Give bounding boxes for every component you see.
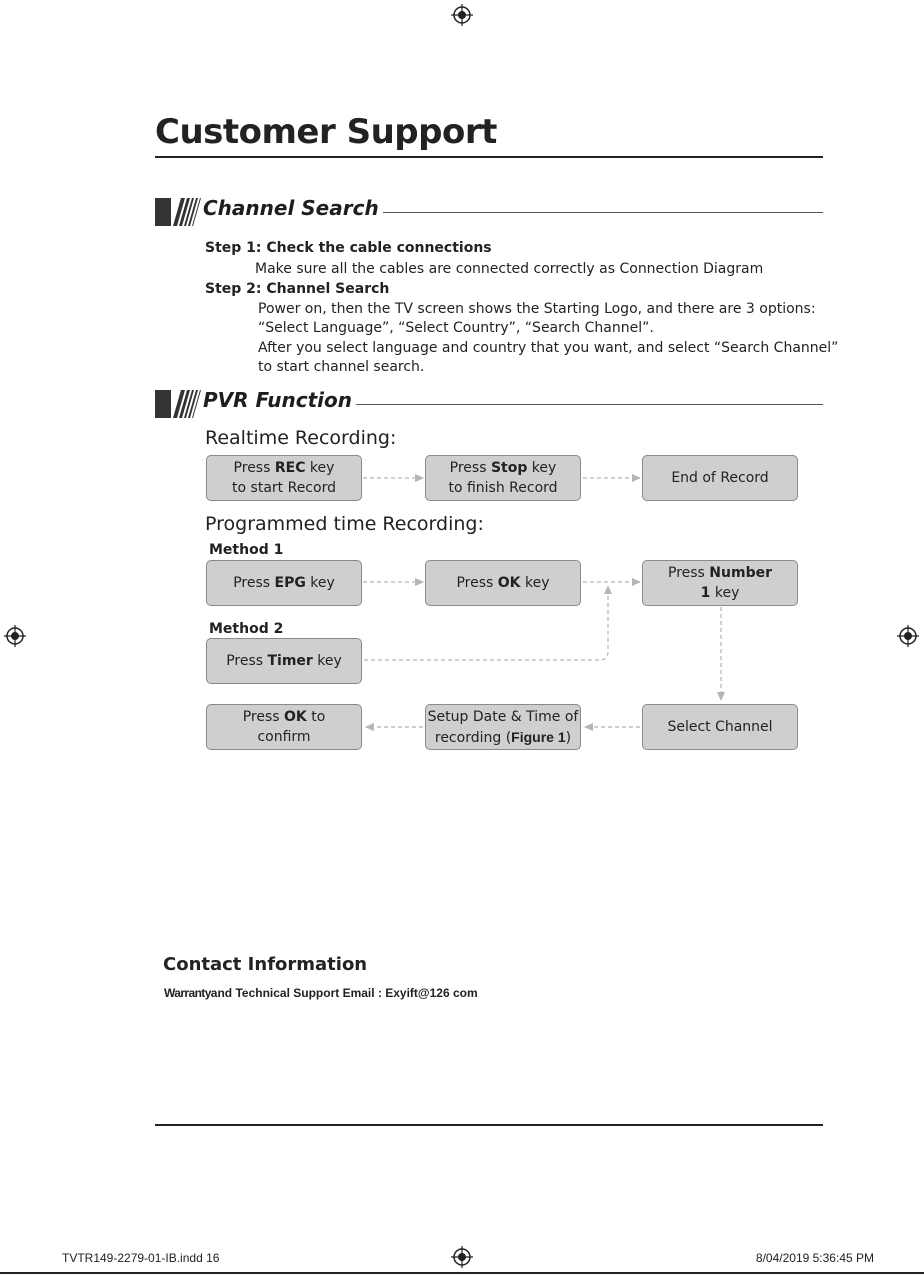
step2-line-4: to start channel search.: [258, 359, 425, 375]
key-ok: OK: [497, 575, 521, 591]
box-press-ok: Press OK key: [425, 560, 581, 606]
key-number-1: 1: [700, 585, 711, 601]
programmed-recording-heading: Programmed time Recording:: [205, 513, 484, 535]
box-end-of-record: End of Record: [642, 455, 798, 501]
box-press-stop: Press Stop key to finish Record: [425, 455, 581, 501]
figure-1-ref: Figure 1: [511, 728, 566, 745]
step2-line-1: Power on, then the TV screen shows the Starting Logo, and there are 3 options:: [258, 301, 816, 317]
realtime-recording-heading: Realtime Recording:: [205, 427, 397, 449]
support-email-text: and Technical Support Email : Exyift@126 com: [210, 986, 478, 1000]
key-ok-confirm: OK: [284, 709, 307, 725]
key-rec: REC: [274, 460, 306, 476]
key-number: Number: [709, 565, 772, 581]
bottom-divider: [155, 1124, 823, 1126]
key-stop: Stop: [490, 460, 528, 476]
step1-text: Make sure all the cables are connected correctly as Connection Diagram: [255, 261, 764, 277]
method1-label: Method 1: [209, 542, 284, 558]
box-press-epg: Press EPG key: [206, 560, 362, 606]
box-select-channel: Select Channel: [642, 704, 798, 750]
contact-email-line: [164, 986, 478, 1000]
footer-file-info: TVTR149-2279-01-IB.indd 16: [62, 1251, 220, 1265]
box-setup-date-time: Setup Date & Time of recording (Figure 1): [425, 704, 581, 750]
footer-timestamp: 8/04/2019 5:36:45 PM: [755, 1251, 874, 1265]
method2-label: Method 2: [209, 621, 284, 637]
step2-label: Step 2: Channel Search: [205, 281, 390, 297]
step2-line-2: “Select Language”, “Select Country”, “Search Channel”.: [258, 320, 654, 336]
page-bottom-edge: [0, 1272, 924, 1274]
box-press-number: Press Number 1 key: [642, 560, 798, 606]
box-press-ok-confirm: Press OK to confirm: [206, 704, 362, 750]
key-timer: Timer: [267, 653, 313, 669]
warranty-word: Warranty: [164, 986, 211, 1000]
pvr-function-heading: PVR Function: [203, 388, 356, 412]
step1-label: Step 1: Check the cable connections: [205, 240, 492, 256]
page-title: Customer Support: [155, 112, 497, 152]
box-press-rec: Press REC key to start Record: [206, 455, 362, 501]
box-press-timer: Press Timer key: [206, 638, 362, 684]
channel-search-heading: Channel Search: [203, 196, 383, 220]
contact-heading: Contact Information: [163, 954, 368, 975]
key-epg: EPG: [274, 575, 306, 591]
step2-line-3: After you select language and country that you want, and select “Search Channel”: [258, 340, 839, 356]
